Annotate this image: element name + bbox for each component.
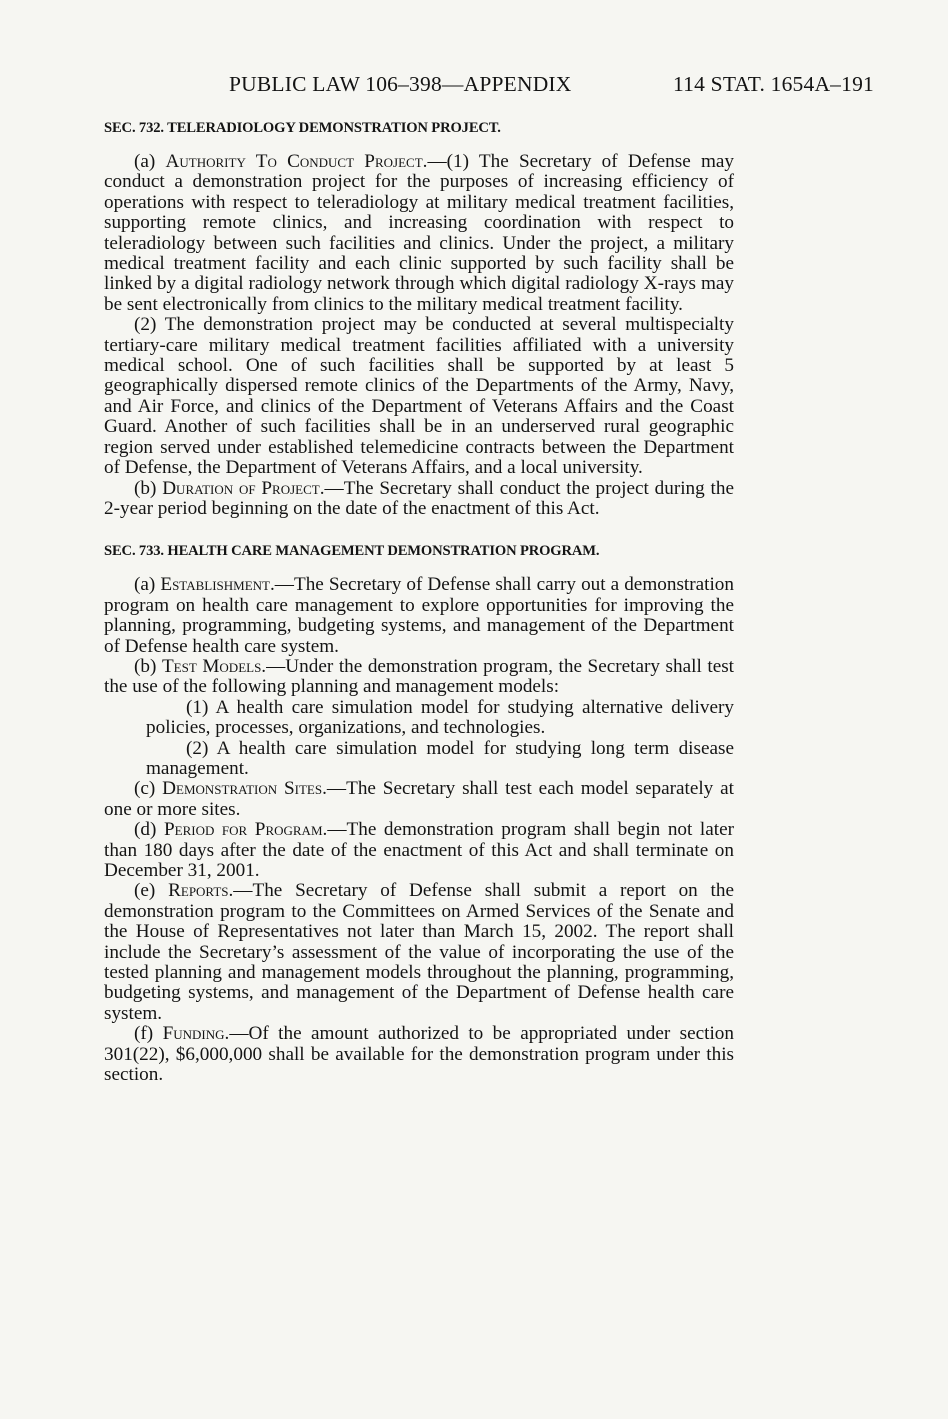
- section-732-heading: SEC. 732. TELERADIOLOGY DEMONSTRATION PROJECT.: [104, 120, 501, 136]
- test-models-list: [104, 698, 734, 780]
- subsection-text: —The Secretary of Defense shall carry out a demonstration program on health care management to explore opportunities for improving the planning, programming, budgeting systems, and management of the Department of Defense health care system.: [104, 574, 734, 657]
- subsection-caption: Test Models.: [161, 655, 267, 677]
- section-733-subsection-b: [104, 657, 734, 698]
- section-733-subsection-a: [104, 575, 734, 657]
- subsection-text: —Under the demonstration program, the Secretary shall test the use of the following planning and management models:: [104, 655, 735, 698]
- running-head-title: PUBLIC LAW 106–398—APPENDIX: [229, 72, 572, 96]
- subsection-label: (a): [134, 151, 166, 172]
- list-item: (1) A health care simulation model for studying alternative delivery policies, processes, organizations, and technologies.: [146, 696, 734, 739]
- subsection-text: —The Secretary of Defense shall submit a report on the demonstration program to the Committees on Armed Services of the Senate and the House of Representatives not later than March 15, 2002. The report shall include the Secretary’s assessment of the value of incorporating the use of the tested planning and management models throughout the planning, programming, budgeting systems, and management of the Department of Defense health care system.: [104, 880, 734, 1024]
- subsection-caption: Duration of Project.: [162, 477, 325, 499]
- section-732-subsection-b: [104, 479, 734, 520]
- subsection-caption: Period for Program.: [163, 819, 328, 841]
- subsection-caption: Funding.: [162, 1023, 230, 1045]
- section-732-paragraph-2: (2) The demonstration project may be conducted at several multispecialty tertiary-care military medical treatment facilities affiliated with a university medical school. One of such facilities shall be supported by at least 5 geographically dispersed remote clinics of the Departments of the Army, Navy, and Air Force, and clinics of the Department of Veterans Affairs and the Coast Guard. Another of such facilities shall be in an underserved rural geographic region served under established telemedicine contracts between the Department of Defense, the Department of Veterans Affairs, and a local university.: [104, 314, 734, 479]
- subsection-text: —The demonstration program shall begin not later than 180 days after the date of the enactment of this Act and shall terminate on December 31, 2001.: [104, 819, 735, 881]
- subsection-label: (f): [134, 1023, 163, 1045]
- section-733-subsection-c: [104, 779, 734, 820]
- section-733-heading: SEC. 733. HEALTH CARE MANAGEMENT DEMONSTRATION PROGRAM.: [104, 543, 600, 560]
- list-item: (2) A health care simulation model for studying long term disease management.: [146, 737, 734, 779]
- subsection-caption: Demonstration Sites.: [162, 778, 327, 800]
- subsection-text: —Of the amount authorized to be appropriated under section 301(22), $6,000,000 shall be available for the demonstration program under this section.: [104, 1023, 734, 1086]
- section-733-subsection-e: [104, 881, 734, 1024]
- subsection-caption: Reports.: [168, 880, 234, 902]
- subsection-label: (b): [134, 655, 162, 677]
- page-body: [104, 118, 734, 1085]
- section-733-subsection-d: [104, 820, 734, 881]
- section-732-subsection-a: [104, 152, 734, 315]
- subsection-text: —(1) The Secretary of Defense may conduct a demonstration project for the purposes of increasing efficiency of operations with respect to teleradiology at military medical treatment facilities, supporting remote clinics, and increasing coordination with respect to teleradiology between such facilities and clinics. Under the project, a military medical treatment facility and each clinic supported by such facility shall be linked by a digital radiology network through which digital radiology X-rays may be sent electronically from clinics to the military medical treatment facility.: [104, 151, 735, 315]
- running-head-stat-citation: 114 STAT. 1654A–191: [673, 72, 874, 96]
- subsection-label: (b): [134, 477, 163, 499]
- subsection-label: (d): [134, 819, 164, 841]
- section-733-subsection-f: [104, 1024, 734, 1085]
- subsection-caption: Authority To Conduct Project.: [165, 151, 428, 172]
- subsection-label: (c): [134, 778, 163, 800]
- subsection-label: (a): [134, 574, 161, 596]
- subsection-caption: Establishment.: [160, 574, 275, 596]
- subsection-text: —The Secretary shall conduct the project during the 2-year period beginning on the date of the enactment of this Act.: [104, 477, 735, 519]
- subsection-text: —The Secretary shall test each model separately at one or more sites.: [104, 778, 734, 820]
- subsection-label: (e): [134, 880, 169, 902]
- running-head: [229, 72, 874, 102]
